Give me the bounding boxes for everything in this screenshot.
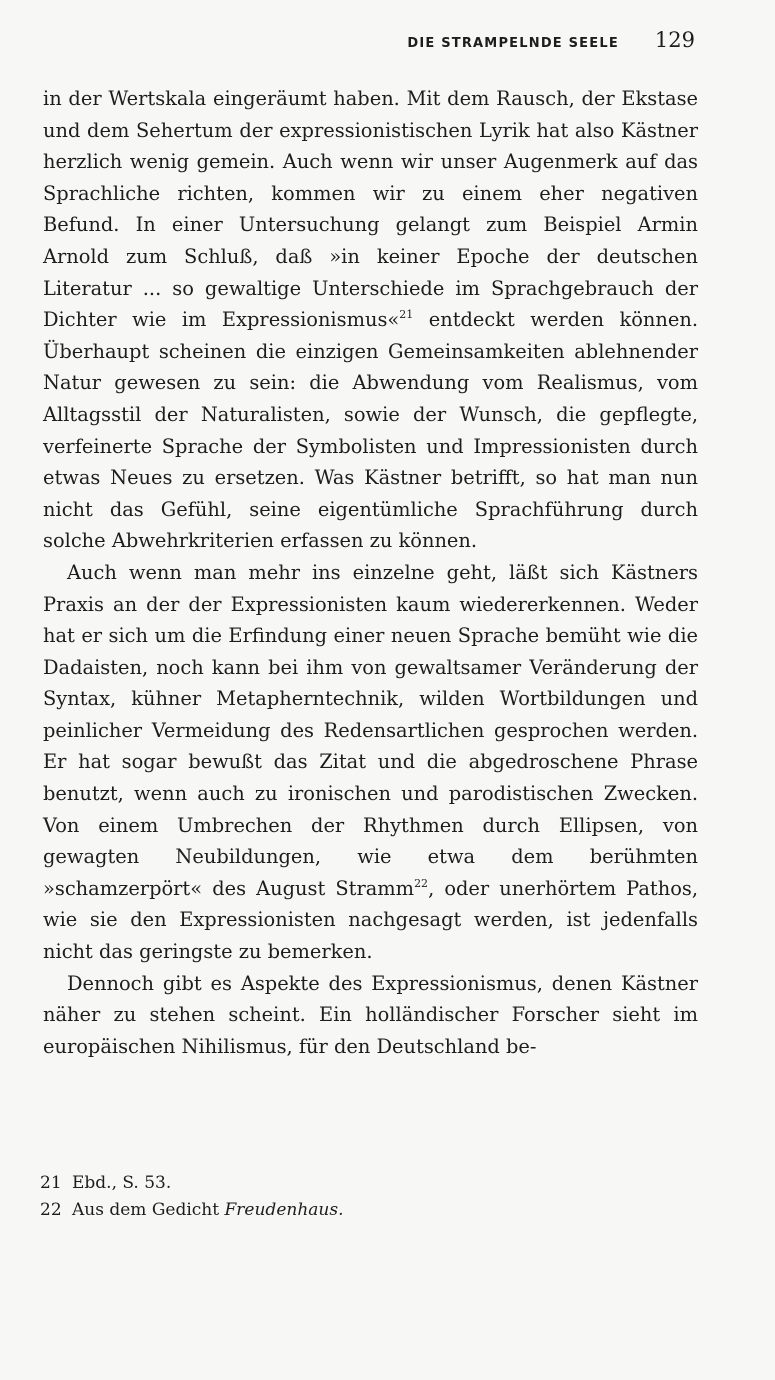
footnote-text: Ebd., S. 53.: [72, 1173, 172, 1193]
running-head: [407, 28, 695, 52]
footnote-text: [72, 1197, 343, 1224]
footnote-number: 22: [40, 1200, 62, 1220]
paragraph-1-text-cont: entdeckt werden können. Überhaupt scheinen die einzigen Gemeinsamkeiten ablehnender Natur gewesen zu sein: die Abwendung vom Realismus, vom Alltagsstil der Naturalisten, sowie der Wunsch, die gepflegte, verfeinerte Sprache der Symbolisten und Impressionisten durch etwas Neues zu ersetzen. Was Kästner betrifft, so hat man nun nicht das Gefühl, seine eigentümliche Sprachführung durch solche Abwehrkriterien erfassen zu können.: [43, 308, 698, 553]
paragraph-1: [43, 83, 698, 557]
paragraph-2: [43, 557, 698, 968]
footnote-text-lead: Aus dem Gedicht: [72, 1200, 225, 1220]
footnotes: [40, 1170, 700, 1224]
footnote-number: 21: [40, 1173, 62, 1193]
running-title: DIE STRAMPELNDE SEELE: [407, 36, 619, 51]
paragraph-3-text: Dennoch gibt es Aspekte des Expressionismus, denen Kästner näher zu stehen scheint. Ein holländischer Forscher sieht im europäischen Nihilismus, für den Deutschland be-: [43, 971, 698, 1058]
paragraph-3: [43, 968, 698, 1063]
page-number: 129: [654, 28, 695, 52]
footnote-ref-21: 21: [399, 308, 414, 322]
footnote-work-title: Freudenhaus.: [224, 1200, 344, 1220]
footnote-22: [40, 1197, 700, 1224]
paragraph-2-text-cont: , oder unerhörtem Pathos, wie sie den Expressionisten nachgesagt werden, ist jedenfalls nicht das geringste zu bemerken.: [43, 876, 698, 964]
footnote-ref-22: 22: [414, 876, 429, 890]
body-text: [43, 83, 698, 1062]
paragraph-2-text: Auch wenn man mehr ins einzelne geht, läßt sich Kästners Praxis an der der Expressionisten kaum wiedererkennen. Weder hat er sich um die Erfindung einer neuen Sprache bemüht wie die Dadaisten, noch kann bei ihm von gewaltsamer Veränderung der Syntax, kühner Metapherntechnik, wilden Wortbildungen und peinlicher Vermeidung des Redensartlichen gesprochen werden. Er hat sogar bewußt das Zitat und die abgedroschene Phrase benutzt, wenn auch zu ironischen und parodistischen Zwecken. Von einem Umbrechen der Rhythmen durch Ellipsen, von gewagten Neubildungen, wie etwa dem berühmten »schamzerpört« des August Stramm: [43, 560, 698, 900]
footnote-21: [40, 1170, 700, 1197]
paragraph-1-text: in der Wertskala eingeräumt haben. Mit dem Rausch, der Ekstase und dem Sehertum der expressionistischen Lyrik hat also Kästner herzlich wenig gemein. Auch wenn wir unser Augenmerk auf das Sprachliche richten, kommen wir zu einem eher negativen Befund. In einer Untersuchung gelangt zum Beispiel Armin Arnold zum Schluß, daß »in keiner Epoche der deutschen Literatur ... so gewaltige Unterschiede im Sprachgebrauch der Dichter wie im Expressionismus«: [43, 87, 698, 332]
